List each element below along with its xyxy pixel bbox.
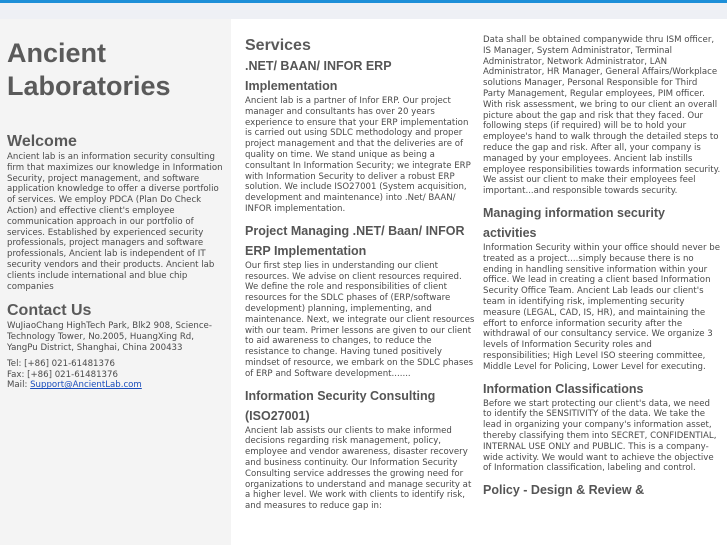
mail-link[interactable]: Support@AncientLab.com bbox=[30, 380, 142, 391]
erp-text: Ancient lab is a partner of Infor ERP. Our project manager and consultants has over 20 years experience to ensure that your ERP implementation is carried out using SDLC methodology and proper project management and that the deliveries are of quality on time. We stand unique as being a consultant In Information Security; we integrate ERP with Information Security to deliver a robust ERP solution. We include ISO27001 (System acquisition, development and maintenance) into .Net/ BAAN/ INFOR implementation. bbox=[245, 96, 471, 214]
services-heading: Services bbox=[245, 37, 311, 54]
mail-label: Mail: bbox=[7, 380, 31, 391]
site-logo-title[interactable]: Ancient Laboratories bbox=[7, 38, 171, 101]
isc-heading: Information Security Consulting (ISO27001) bbox=[245, 388, 436, 423]
right-column bbox=[479, 19, 727, 545]
contact-mail bbox=[7, 380, 225, 391]
policy-heading: Policy - Design & Review & bbox=[483, 483, 645, 498]
intro-text: Data shall be obtained companywide thru ISM officer, IS Manager, System Administrator, Terminal Administrator, Network Administrator, LAN Administrator, HR Manager, General Affairs/Workplace solutions Manager, Personal Responsible for Third Party Management, Regular employees, PIM officer. With risk assessment, we bring to our client an overall picture about the gap and risk that they faced. Our following steps (if required) will be to hold your employee's hand to walk through the detailed steps to reduce the gap and risk. After all, your company is managed by your employees. Ancient lab instills employee responsibilities towards information security. We assist our client to make their employees feel important...and responsible towards security. bbox=[483, 35, 721, 197]
welcome-text: Ancient lab is an information security consulting firm that maximizes our knowledge in Information Security, project management, and software application knowledge to offer a diverse portfolio of services. We employ PDCA (Plan Do Check Action) and effective client's employee communication approach in our portfolio of services. Established by experienced security professionals, project managers and software professionals, Ancient lab is independent of IT security vendors and their products. Ancient lab clients include international and blue chip companies bbox=[7, 152, 223, 292]
contact-fax: Fax: [+86] 021-61481376 bbox=[7, 369, 118, 380]
welcome-heading: Welcome bbox=[7, 133, 77, 150]
pm-text: Our first step lies in understanding our client resources. We advise on client resources required. We define the role and responsibilities of client resources for the SDLC phases of (ERP/software development) planning, implementing, and maintenance. Next, we integrate our client resources with our team. Primer lessons are given to our client to aid awareness to changes, to reduce the resistance to change. Having tuned positively mindset of resource, we embark on the SDLC phases of ERP and Software development....... bbox=[245, 260, 475, 379]
pm-heading: Project Managing .NET/ Baan/ INFOR ERP Implementation bbox=[245, 223, 465, 258]
ic-text: Before we start protecting our client's data, we need to identify the SENSITIVITY of the data. We take the lead in organizing your company's information asset, thereby classifying them into SECRET, CONFIDENTIAL, INTERNAL USE ONLY and PUBLIC. This is a company-wide activity. We would want to achieve the objective of Information classification, labeling and control. bbox=[483, 398, 717, 474]
left-column bbox=[0, 19, 231, 545]
isc-text: Ancient lab assists our clients to make informed decisions regarding risk management, policy, employee and vendor awareness, disaster recovery and business continuity. Our Information Security Consulting service addresses the growing need for organizations to understand and manage security at a higher level. We work with clients to identify risk, and measures to reduce gap in: bbox=[245, 425, 472, 512]
middle-column bbox=[231, 19, 479, 545]
contact-address: WuJiaoChang HighTech Park, Blk2 908, Science-Technology Tower, No.2005, HuangXing Rd, YangPu District, Shanghai, China 200433 bbox=[7, 321, 212, 353]
contact-tel: Tel: [+86] 021-61481376 bbox=[7, 358, 115, 369]
mis-text: Information Security within your office should never be treated as a project....simply because there is no ending in handling sensitive information within your office. We lead in creating a client based Information Security Office Team. Ancient Lab leads our client's team in identifying risk, implementing security measure (LEGAL, CAD, IS, HR), and maintaining the effort to enforce information security after the withdrawal of our consultancy service. We organize 3 levels of Information Security roles and responsibilities; High Level ISO steering committee, Middle Level for Policing, Lower Level for executing. bbox=[483, 242, 720, 372]
contact-heading: Contact Us bbox=[7, 302, 92, 320]
mis-heading: Managing information security activities bbox=[483, 205, 665, 240]
top-band bbox=[0, 3, 727, 19]
ic-heading: Information Classifications bbox=[483, 381, 644, 396]
erp-heading: .NET/ BAAN/ INFOR ERP Implementation bbox=[245, 59, 392, 93]
